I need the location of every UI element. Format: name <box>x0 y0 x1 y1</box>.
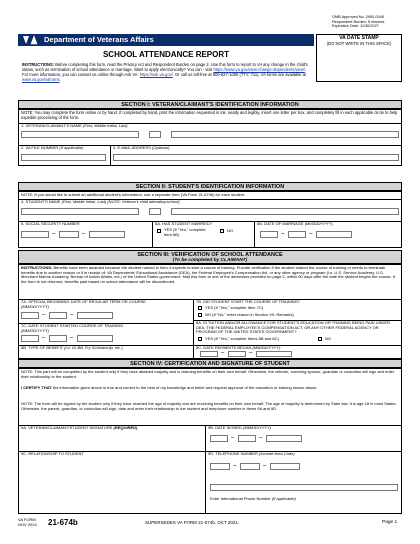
va-file-number-input[interactable] <box>21 154 106 163</box>
field-7a-label: 7A. OFFICIAL BEGINNING DATE OF REGULAR TERM OR COURSE (MM/DD/YYYY) <box>21 299 146 309</box>
intl-phone-input[interactable] <box>210 484 398 493</box>
stamp-title: VA DATE STAMP <box>339 35 379 41</box>
field-8c-label: 8C. DATE PAYMENTS BEGAN (MM/DD/YYYY) <box>196 345 281 350</box>
footer-date: NOV 2024 <box>18 521 37 527</box>
field-7b-label: 7B. DID STUDENT START THE COURSE OF TRAINING? <box>196 299 301 304</box>
field-7c-label: 7C. DATE STUDENT STARTED COURSE OF TRAINING (MM/DD/YYYY) <box>21 323 124 333</box>
started-no-label: NO (If "No," enter reason in Section VII: Remarks) <box>205 312 294 317</box>
married-yes-label: YES (If "Yes," complete Item 6B) <box>164 227 206 237</box>
field-5-label: 5. SOCIAL SECURITY NUMBER <box>21 221 80 226</box>
date-signed-input[interactable]: – – <box>210 435 330 444</box>
field-4-label: 4. STUDENT'S NAME (First, Middle Initial, Last) (NOTE: Veteran's child attending school) <box>21 199 180 204</box>
stamp-note: (DO NOT WRITE IN THIS SPACE) <box>326 40 392 46</box>
section-1-note: NOTE: You may complete the form online or by hand. If completed by hand, print the information requested in ink, neatly and legibly, insert one letter per box, and completely fill in each applicable circle to help expedite processing of the form. <box>21 110 398 120</box>
student-name-input[interactable] <box>21 208 399 217</box>
footer-form-label <box>18 518 37 527</box>
signature-input[interactable] <box>21 432 201 450</box>
started-yes-label: YES (If "Yes," complete Item 7C) <box>205 305 264 310</box>
va-forms-link[interactable]: www.va.gov/vaforms <box>22 77 60 82</box>
section-3-header <box>18 250 402 264</box>
payments-began-date-input[interactable]: – – <box>200 351 310 358</box>
field-3-label: 3. E-MAIL ADDRESS (Optional) <box>113 145 170 150</box>
field-1-label: 1. VETERAN/CLAIMANT'S NAME (First, Middle Initial, Last) <box>21 123 128 128</box>
intl-phone-label: Enter International Phone Number (If applicable) <box>210 496 296 501</box>
section-2-note: NOTE: If you would like to submit an additional student's information, use a separate form (VA Form 21-674b) for each student. <box>21 192 246 197</box>
section-4-header: SECTION IV: CERTIFICATION AND SIGNATURE OF STUDENT <box>18 359 402 368</box>
footer-form-number: 21-674b <box>48 518 78 527</box>
instructions-label: INSTRUCTIONS: <box>22 62 55 67</box>
field-8b-label: 8B. TYPE OF BENEFIT (i.e. GI Bill, Fry Scholarship, etc.) <box>21 345 123 350</box>
section-4-note-2: NOTE: The form will be signed by the student only if they have reached the age of majority and are receiving benefits on their own behalf. The age of majority is determined by State law; it is age 18 in most States. Otherwise, the parent, guardian, or custodian will sign, date and enter their relationship to the student and telephone number in Items 9A and 9D. <box>21 401 397 411</box>
field-9b-label: 9B. DATE SIGNED (MM/DD/YYYY) <box>208 425 272 430</box>
section-3-title: SECTION III: VERIFICATION OF SCHOOL ATTENDANCE <box>137 252 283 258</box>
ssn-input[interactable]: – – <box>21 231 151 240</box>
course-begin-date-input[interactable]: – – <box>21 312 151 321</box>
instructions <box>22 62 312 82</box>
relationship-input[interactable] <box>21 458 201 508</box>
tuition-no-label: NO <box>325 336 331 341</box>
started-no-checkbox[interactable] <box>198 313 202 317</box>
form-title: SCHOOL ATTENDANCE REPORT <box>102 50 230 59</box>
field-8a-label: 8A. IS TUITION AND/OR ALLOWANCE FOR STUDENT'S EDUCATION OR TRAINING BEING PAID UNDER DEA, THE FEDERAL EMPLOYEE'S COMPENSATION ACT, OR ANY OTHER FEDERAL AGENCY OR PROGRAM OF THE UNITED STATES GOVERNMENT? <box>196 320 390 335</box>
omb-info <box>332 15 412 29</box>
marriage-date-input[interactable]: – – <box>260 231 370 240</box>
omb-burden: Respondent Burden: 5 minutes <box>332 19 385 24</box>
section-4-note-1: NOTE: This part will be completed by the student only if they have attained majority and is claiming benefits on their own behalf. Otherwise, the veteran, surviving spouse, guardian or custodian will sign and enter their relationship to the student. <box>21 369 395 379</box>
married-yes-checkbox[interactable] <box>157 229 161 233</box>
instructions-text-4: . <box>59 77 61 82</box>
footer-page: Page 1 <box>382 520 398 525</box>
field-6b-label: 6B. DATE OF MARRIAGE (MM/DD/YYYY) <box>257 221 333 226</box>
benefit-type-input[interactable] <box>21 351 189 358</box>
ask-va-link[interactable]: https://ask.va.gov/ <box>139 72 173 77</box>
course-start-date-input[interactable]: – – <box>21 335 151 344</box>
field-9a-label: 9A. VETERAN/CLAIMANT/STUDENT SIGNATURE (REQUIRED) <box>21 425 138 430</box>
started-yes-checkbox[interactable] <box>198 306 202 310</box>
section-2-header: SECTION II: STUDENT'S IDENTIFICATION INFORMATION <box>18 182 402 191</box>
va-header-bar <box>18 34 314 46</box>
field-9c-label: 9C. RELATIONSHIP TO STUDENT <box>21 451 84 456</box>
instructions-text-3: . Or call us toll-free at 800-827-1000 (TTY: 711). VA forms are available at <box>172 72 306 77</box>
omb-number: OMB Approved No. 2900-0049 <box>332 15 384 19</box>
omb-expiration: Expiration Date: 11/30/2027 <box>332 24 379 28</box>
married-no-label: NO <box>227 228 233 233</box>
married-no-checkbox[interactable] <box>220 229 224 233</box>
field-9d-label: 9D. TELEPHONE NUMBER (Include Area Code) <box>208 451 295 456</box>
instructions-text-1: Before completing this form, read the Privacy Act and Respondent Burden on page 2. Use this form to report to VA any change in the child's status, such as termination of school attendance or marriage. Want to apply electronically? You can - visit <box>22 62 308 72</box>
certification-text: I CERTIFY THAT the information given above is true and correct to the best of my knowledge and belief and request approval of the education or training shown above. <box>21 385 318 390</box>
instructions-text-2: . For more information, you can contact us online through Ask VA: <box>22 67 307 77</box>
section-3-instructions: INSTRUCTIONS: Benefits have been awarded because the student named in Item 4 expects to start a course of training. Provide verification if the student started the course of training or needs to terminate benefits due to another reason or if in receipt of: VA Dependents' Educational Assistance (DEA), the Federal Employee's Compensation Act, or any other agency or program (i.e. U.S. Service Academy, U.S. Merchant Marine Academy, Bureau of Indian Affairs, etc.) of the United States government. Mail this form to one of the addresses provided on page 2, within 60 days after the date the student begins the course. If the form is not returned, benefits paid based on school attendance will be discontinued. <box>21 265 396 284</box>
email-input[interactable] <box>113 154 399 163</box>
va-logo-icon <box>22 35 40 45</box>
veteran-name-input[interactable] <box>21 131 399 140</box>
dept-name: Department of Veterans Affairs <box>44 35 154 44</box>
tuition-yes-label: YES (If "Yes," complete Items 8B and 8C) <box>205 336 279 341</box>
tuition-no-checkbox[interactable] <box>318 337 322 341</box>
section-1-header: SECTION I: VETERAN/CLAIMANT'S IDENTIFICATION INFORMATION <box>18 100 402 109</box>
section-3-subtitle: (To be completed by CLAIMANT) <box>172 258 248 263</box>
footer-supersedes: SUPERSEDES VA FORM 21-674b, OCT 2021. <box>145 520 240 525</box>
field-6a-label: 6A. HAS STUDENT MARRIED? <box>155 221 213 226</box>
phone-input[interactable]: – – <box>210 463 380 472</box>
footer-va-form: VA FORM <box>18 517 36 522</box>
change-dependents-link[interactable]: https://www.va.gov/view-change-dependents/view/ <box>213 67 305 72</box>
field-2-label: 2. VA FILE NUMBER (If applicable) <box>21 145 84 150</box>
tuition-yes-checkbox[interactable] <box>198 337 202 341</box>
va-date-stamp-box <box>316 34 402 82</box>
